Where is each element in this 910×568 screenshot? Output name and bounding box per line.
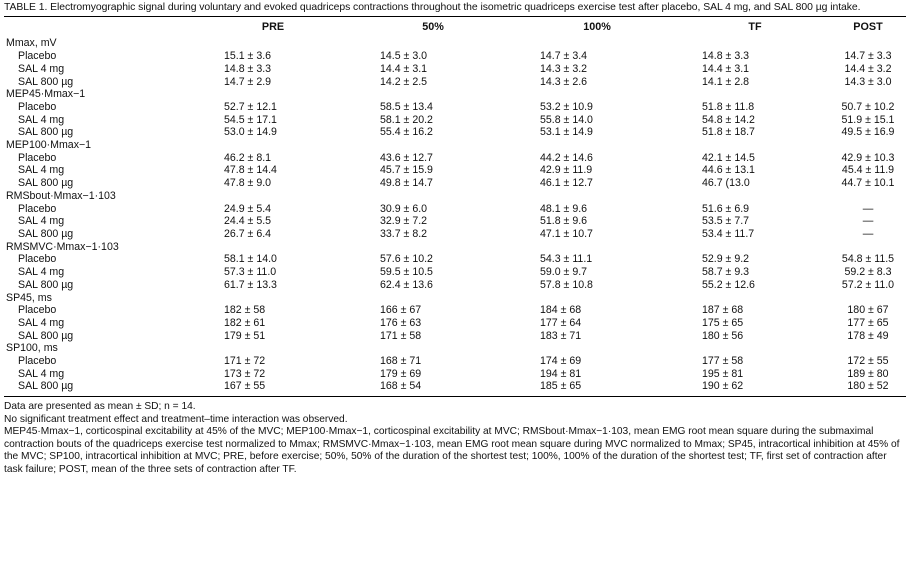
table-cell: 182 ± 61 xyxy=(224,316,266,329)
table-cell: 54.3 ± 11.1 xyxy=(540,253,593,266)
col-header-50: 50% xyxy=(422,21,444,34)
table-cell: 49.8 ± 14.7 xyxy=(380,177,433,190)
table-cell: 14.3 ± 2.6 xyxy=(540,75,588,88)
table-cell: 51.9 ± 15.1 xyxy=(841,113,895,126)
col-header-100: 100% xyxy=(583,21,611,34)
table-cell: 45.4 ± 11.9 xyxy=(841,164,895,177)
empty-cell xyxy=(830,342,906,355)
table-row xyxy=(4,304,906,317)
table-cell: 33.7 ± 8.2 xyxy=(380,227,428,240)
table-cell: 62.4 ± 13.6 xyxy=(380,278,433,291)
note-significance: No significant treatment effect and treatment–time interaction was observed. xyxy=(4,413,348,425)
table-cell: 189 ± 80 xyxy=(847,367,889,380)
empty-cell xyxy=(194,139,352,152)
table-cell: 47.8 ± 14.4 xyxy=(224,164,277,177)
group-header-row xyxy=(4,88,906,101)
row-label: SAL 4 mg xyxy=(18,113,65,126)
table-cell: 52.9 ± 9.2 xyxy=(702,253,750,266)
col-header-post: POST xyxy=(853,21,883,34)
table-cell: 14.3 ± 3.0 xyxy=(844,75,892,88)
group-header-row xyxy=(4,292,906,305)
table-row xyxy=(4,253,906,266)
table-cell: 176 ± 63 xyxy=(380,316,422,329)
empty-cell xyxy=(830,292,906,305)
bottom-rule xyxy=(4,396,906,397)
table-cell: 48.1 ± 9.6 xyxy=(540,202,588,215)
table-cell: 24.9 ± 5.4 xyxy=(224,202,272,215)
group-header-row xyxy=(4,342,906,355)
table-cell: 14.3 ± 3.2 xyxy=(540,62,588,75)
empty-cell xyxy=(514,342,680,355)
row-label: SAL 4 mg xyxy=(18,164,65,177)
table-caption: TABLE 1. Electromyographic signal during voluntary and evoked quadriceps contractions throughout the isometric quadriceps exercise test after placebo, SAL 4 mg, and SAL 800 µg intake. xyxy=(4,2,861,13)
table-row xyxy=(4,152,906,165)
table-row xyxy=(4,330,906,343)
row-label: SAL 4 mg xyxy=(18,62,65,75)
group-label: MEP45·Mmax−1 xyxy=(6,88,86,101)
table-cell: 174 ± 69 xyxy=(540,355,582,368)
row-label: SAL 800 µg xyxy=(18,177,74,190)
row-label: Placebo xyxy=(18,355,57,368)
empty-cell xyxy=(680,37,830,50)
row-label: Placebo xyxy=(18,202,57,215)
table-cell: 59.5 ± 10.5 xyxy=(380,266,433,279)
table-cell: 14.1 ± 2.8 xyxy=(702,75,750,88)
table-cell: 175 ± 65 xyxy=(702,316,744,329)
empty-cell xyxy=(680,241,830,254)
table-cell: 177 ± 65 xyxy=(847,316,889,329)
table-cell: 14.5 ± 3.0 xyxy=(380,50,428,63)
empty-cell xyxy=(830,88,906,101)
row-label: SAL 800 µg xyxy=(18,329,74,342)
col-header-tf: TF xyxy=(748,21,762,34)
empty-cell xyxy=(830,241,906,254)
row-label: SAL 800 µg xyxy=(18,227,74,240)
table-cell: 54.8 ± 14.2 xyxy=(702,113,755,126)
table-cell: 53.4 ± 11.7 xyxy=(702,227,755,240)
table-cell: 15.1 ± 3.6 xyxy=(224,50,272,63)
empty-cell xyxy=(352,190,514,203)
table-cell: 178 ± 49 xyxy=(847,329,889,342)
table-cell: 171 ± 72 xyxy=(224,355,266,368)
table-cell: 183 ± 71 xyxy=(540,329,582,342)
table-row xyxy=(4,380,906,393)
table-cell: — xyxy=(862,202,874,215)
table-cell: — xyxy=(862,227,874,240)
group-label: RMSbout·Mmax−1·103 xyxy=(6,189,116,202)
table-cell: 173 ± 72 xyxy=(224,367,266,380)
table-cell: 195 ± 81 xyxy=(702,367,744,380)
table-cell: 51.8 ± 9.6 xyxy=(540,215,588,228)
empty-cell xyxy=(514,292,680,305)
table-cell: 51.8 ± 18.7 xyxy=(702,126,755,139)
table-row xyxy=(4,101,906,114)
table-row xyxy=(4,355,906,368)
table-cell: 51.6 ± 6.9 xyxy=(702,202,750,215)
empty-cell xyxy=(680,190,830,203)
header-row xyxy=(4,17,906,37)
row-label: SAL 4 mg xyxy=(18,316,65,329)
group-header-row xyxy=(4,241,906,254)
table-cell: 47.8 ± 9.0 xyxy=(224,177,272,190)
col-header-pre: PRE xyxy=(261,21,285,34)
row-label: Placebo xyxy=(18,151,57,164)
table-cell: 177 ± 64 xyxy=(540,316,582,329)
empty-cell xyxy=(352,292,514,305)
row-label: SAL 800 µg xyxy=(18,75,74,88)
table-cell: 30.9 ± 6.0 xyxy=(380,202,428,215)
empty-cell xyxy=(352,241,514,254)
table-cell: 53.5 ± 7.7 xyxy=(702,215,750,228)
group-label: MEP100·Mmax−1 xyxy=(6,139,92,152)
table-cell: 57.3 ± 11.0 xyxy=(224,266,277,279)
table-cell: 194 ± 81 xyxy=(540,367,582,380)
empty-cell xyxy=(514,37,680,50)
table-cell: 54.5 ± 17.1 xyxy=(224,113,277,126)
table-container xyxy=(4,0,906,476)
empty-cell xyxy=(680,342,830,355)
group-header-row xyxy=(4,37,906,50)
table-cell: 57.2 ± 11.0 xyxy=(841,278,895,291)
table-row xyxy=(4,368,906,381)
table-row xyxy=(4,114,906,127)
table-cell: 45.7 ± 15.9 xyxy=(380,164,433,177)
row-label: SAL 800 µg xyxy=(18,380,74,393)
table-row xyxy=(4,279,906,292)
table-cell: 58.7 ± 9.3 xyxy=(702,266,750,279)
empty-cell xyxy=(680,88,830,101)
row-label: Placebo xyxy=(18,100,57,113)
empty-cell xyxy=(680,139,830,152)
table-cell: 53.1 ± 14.9 xyxy=(540,126,593,139)
table-cell: 172 ± 55 xyxy=(847,355,889,368)
empty-cell xyxy=(194,241,352,254)
table-cell: 14.7 ± 3.4 xyxy=(540,50,588,63)
table-row xyxy=(4,50,906,63)
table-cell: 14.4 ± 3.2 xyxy=(844,62,892,75)
table-cell: 32.9 ± 7.2 xyxy=(380,215,428,228)
empty-cell xyxy=(830,139,906,152)
table-cell: 168 ± 71 xyxy=(380,355,422,368)
row-label: SAL 4 mg xyxy=(18,215,65,228)
table-row xyxy=(4,63,906,76)
table-cell: — xyxy=(862,215,874,228)
note-abbreviations: MEP45·Mmax−1, corticospinal excitability at 45% of the MVC; MEP100·Mmax−1, corticospinal excitability at MVC; RMSbout·Mmax−1·103, mean EMG root mean square during the submaximal contraction bouts of the quadriceps exercise test normalized to Mmax; RMSMVC·Mmax−1·103, mean EMG root mean square during MVC normalized to Mmax; SP45, intracortical inhibition at 45% of the MVC; SP100, intracortical inhibition at MVC; PRE, before exercise; 50%, 50% of the duration of the shortest test; 100%, 100% of the duration of the shortest test; TF, first set of contraction after task failure; POST, mean of the three sets of contraction after TF. xyxy=(4,426,900,475)
group-header-row xyxy=(4,139,906,152)
table-row xyxy=(4,266,906,279)
row-label: SAL 4 mg xyxy=(18,266,65,279)
table-cell: 185 ± 65 xyxy=(540,380,582,393)
table-cell: 53.0 ± 14.9 xyxy=(224,126,277,139)
table-cell: 44.6 ± 13.1 xyxy=(702,164,755,177)
table-cell: 42.9 ± 11.9 xyxy=(540,164,593,177)
table-row xyxy=(4,317,906,330)
empty-cell xyxy=(352,37,514,50)
table-cell: 180 ± 52 xyxy=(847,380,889,393)
group-label: Mmax, mV xyxy=(6,37,57,50)
empty-cell xyxy=(680,292,830,305)
table-cell: 14.8 ± 3.3 xyxy=(702,50,750,63)
row-label: Placebo xyxy=(18,304,57,317)
table-cell: 180 ± 56 xyxy=(702,329,744,342)
table-cell: 179 ± 69 xyxy=(380,367,422,380)
group-label: RMSMVC·Mmax−1·103 xyxy=(6,240,119,253)
table-cell: 182 ± 58 xyxy=(224,304,266,317)
table-cell: 47.1 ± 10.7 xyxy=(540,227,593,240)
table-cell: 184 ± 68 xyxy=(540,304,582,317)
table-cell: 43.6 ± 12.7 xyxy=(380,151,433,164)
empty-cell xyxy=(514,190,680,203)
table-row xyxy=(4,228,906,241)
empty-cell xyxy=(352,139,514,152)
table-cell: 46.7 (13.0 xyxy=(702,177,750,190)
row-label: Placebo xyxy=(18,50,57,63)
table-cell: 49.5 ± 16.9 xyxy=(841,126,895,139)
table-cell: 24.4 ± 5.5 xyxy=(224,215,272,228)
table-cell: 14.4 ± 3.1 xyxy=(380,62,428,75)
group-header-row xyxy=(4,190,906,203)
table-cell: 57.8 ± 10.8 xyxy=(540,278,593,291)
table-cell: 57.6 ± 10.2 xyxy=(380,253,433,266)
group-label: SP45, ms xyxy=(6,291,52,304)
table-row xyxy=(4,164,906,177)
table-body xyxy=(4,37,906,393)
empty-cell xyxy=(194,190,352,203)
empty-cell xyxy=(514,88,680,101)
table-row xyxy=(4,177,906,190)
col-header-label xyxy=(4,17,194,37)
empty-cell xyxy=(194,342,352,355)
table-cell: 187 ± 68 xyxy=(702,304,744,317)
empty-cell xyxy=(194,88,352,101)
empty-cell xyxy=(194,37,352,50)
table-cell: 14.8 ± 3.3 xyxy=(224,62,272,75)
table-cell: 168 ± 54 xyxy=(380,380,422,393)
table-row xyxy=(4,76,906,89)
row-label: SAL 800 µg xyxy=(18,126,74,139)
table-cell: 14.7 ± 3.3 xyxy=(844,50,892,63)
table-cell: 58.5 ± 13.4 xyxy=(380,100,433,113)
row-label: SAL 4 mg xyxy=(18,367,65,380)
note-data-presentation: Data are presented as mean ± SD; n = 14. xyxy=(4,401,196,413)
empty-cell xyxy=(830,190,906,203)
table-cell: 14.2 ± 2.5 xyxy=(380,75,428,88)
table-cell: 14.4 ± 3.1 xyxy=(702,62,750,75)
empty-cell xyxy=(194,292,352,305)
table-cell: 51.8 ± 11.8 xyxy=(702,100,755,113)
table-cell: 53.2 ± 10.9 xyxy=(540,100,593,113)
row-label: Placebo xyxy=(18,253,57,266)
table-cell: 171 ± 58 xyxy=(380,329,422,342)
table-cell: 58.1 ± 14.0 xyxy=(224,253,277,266)
table-cell: 179 ± 51 xyxy=(224,329,266,342)
table-cell: 177 ± 58 xyxy=(702,355,744,368)
empty-cell xyxy=(830,37,906,50)
table-cell: 46.2 ± 8.1 xyxy=(224,151,272,164)
table-cell: 58.1 ± 20.2 xyxy=(380,113,433,126)
table-cell: 44.7 ± 10.1 xyxy=(841,177,895,190)
table-row xyxy=(4,215,906,228)
table-cell: 59.0 ± 9.7 xyxy=(540,266,588,279)
table-cell: 26.7 ± 6.4 xyxy=(224,227,272,240)
table-cell: 44.2 ± 14.6 xyxy=(540,151,593,164)
table-cell: 54.8 ± 11.5 xyxy=(841,253,895,266)
table-cell: 42.1 ± 14.5 xyxy=(702,151,755,164)
table-cell: 46.1 ± 12.7 xyxy=(540,177,593,190)
table-cell: 55.8 ± 14.0 xyxy=(540,113,593,126)
table-cell: 50.7 ± 10.2 xyxy=(841,100,895,113)
empty-cell xyxy=(352,342,514,355)
group-label: SP100, ms xyxy=(6,342,58,355)
table-cell: 166 ± 67 xyxy=(380,304,422,317)
empty-cell xyxy=(352,88,514,101)
table-cell: 55.2 ± 12.6 xyxy=(702,278,755,291)
table-cell: 52.7 ± 12.1 xyxy=(224,100,277,113)
empty-cell xyxy=(514,139,680,152)
data-table xyxy=(4,17,906,393)
empty-cell xyxy=(514,241,680,254)
table-cell: 59.2 ± 8.3 xyxy=(844,266,892,279)
table-cell: 180 ± 67 xyxy=(847,304,889,317)
table-cell: 167 ± 55 xyxy=(224,380,266,393)
table-row xyxy=(4,126,906,139)
table-notes xyxy=(4,401,906,476)
table-row xyxy=(4,203,906,216)
table-cell: 190 ± 62 xyxy=(702,380,744,393)
table-cell: 55.4 ± 16.2 xyxy=(380,126,433,139)
table-cell: 14.7 ± 2.9 xyxy=(224,75,272,88)
table-cell: 42.9 ± 10.3 xyxy=(841,151,895,164)
table-cell: 61.7 ± 13.3 xyxy=(224,278,277,291)
row-label: SAL 800 µg xyxy=(18,278,74,291)
